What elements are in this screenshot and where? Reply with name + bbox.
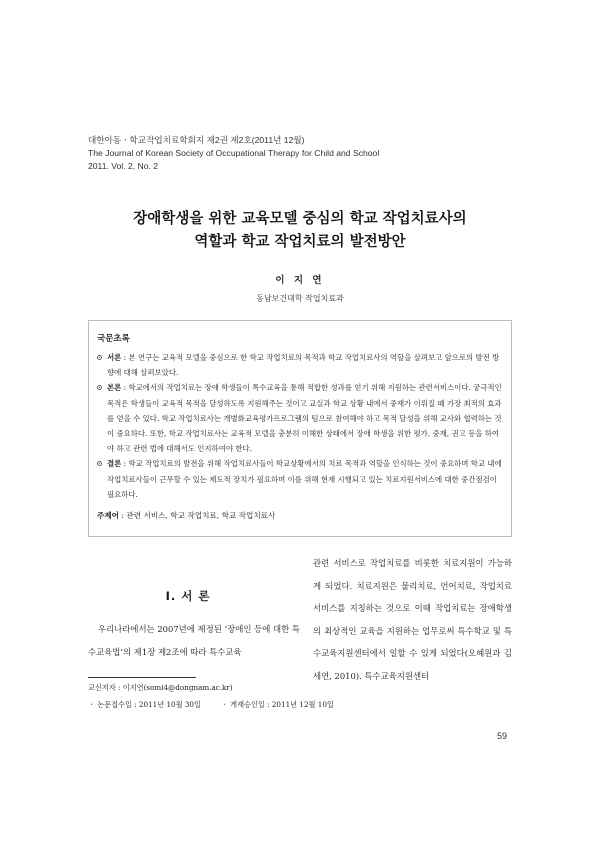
abstract-conclusion bbox=[97, 456, 505, 502]
journal-korean-name: 대한아동ㆍ학교작업치료학회지 제2권 제2호(2011년 12월) bbox=[88, 135, 305, 145]
body-right-column: 관련 서비스로 작업치료를 비롯한 치료지원이 가능하게 되었다. 치료지원은 물리치료, 언어치료, 작업치료서비스를 지칭하는 것으로 이때 작업치료는 장애학생의 최상적인 교육을 지원하는 업무로써 특수학교 및 특수교육지원센터에서 일할 수 있게 되었다(오혜원과 김세연, 2010). 특수교육지원센터 bbox=[313, 558, 512, 681]
author-affiliation: 동남보건대학 작업치료과 bbox=[256, 294, 344, 303]
abstract-body-text: : 학교에서의 작업치료는 장애 학생들이 특수교육을 통해 적합한 성과를 얻기 위해 지원하는 관련서비스이다. 궁극적인 목적은 학생들이 교육적 목적을 달성하도록 지원해주는 것이고 교실과 학교 상황 내에서 중재가 이뤄질 때 가장 최적의 효과를 얻을 수 있다. 학교 작업치료사는 개별화교육평가프로그램의 팀으로 참여해야 하고 목적 달성을 위해 교사와 협력하는 것이 중요하다. 또한, 학교 작업치료사는 교육적 모델을 충분히 이해한 상태에서 장애 학생을 위한 평가, 중재, 권고 등을 하여야 하고 관련 법에 대해서도 인지하여야 한다. bbox=[107, 383, 502, 454]
body-left-column: 우리나라에서는 2007년에 제정된 ‘장애인 등에 대한 특수교육법’의 제1장 제2조에 따라 특수교육 bbox=[88, 624, 300, 657]
bullet-icon bbox=[97, 355, 102, 360]
accepted-date: ㆍ 게재승인일 : 2011년 12월 10일 bbox=[220, 700, 334, 709]
submission-dates bbox=[88, 700, 334, 710]
keywords-label: 주제어 bbox=[97, 511, 120, 520]
abstract-introduction-text: : 본 연구는 교육적 모델을 중심으로 한 학교 작업치료의 목적과 학교 작업치료사의 역할을 살펴보고 앞으로의 발전 방향에 대해 살펴보았다. bbox=[107, 353, 500, 378]
keywords bbox=[97, 510, 275, 521]
abstract-conclusion-text: : 학교 작업치료의 발전을 위해 작업치료사들이 학교상황에서의 치료 목적과 역할을 인식하는 것이 중요하며 학교 내에 작업치료사들이 근무할 수 있는 제도적 장치가 필요하며 이를 위해 현재 시행되고 있는 치료지원서비스에 대한 중간점검이 필요하다. bbox=[107, 459, 502, 499]
abstract-introduction bbox=[97, 350, 505, 380]
section-title: I. 서 론 bbox=[165, 589, 211, 603]
corresponding-author: 교신저자 : 이지연(somi4@dongnam.ac.kr) bbox=[88, 683, 233, 692]
journal-volume: 2011. Vol. 2, No. 2 bbox=[88, 161, 159, 171]
abstract-box bbox=[88, 320, 512, 537]
page-number: 59 bbox=[497, 731, 508, 741]
abstract-body bbox=[97, 380, 505, 456]
abstract-conclusion-label: 결론 bbox=[107, 459, 122, 469]
journal-english-name: The Journal of Korean Society of Occupational Therapy for Child and School bbox=[88, 148, 380, 158]
bullet-icon bbox=[97, 385, 102, 390]
abstract-introduction-label: 서론 bbox=[107, 353, 122, 362]
abstract-heading: 국문초록 bbox=[97, 334, 130, 344]
paper-title-line-1: 장애학생을 위한 교육모델 중심의 학교 작업치료사의 bbox=[133, 211, 467, 227]
footnote-divider bbox=[88, 677, 196, 678]
author-name: 이 지 연 bbox=[275, 275, 325, 286]
paper-title bbox=[0, 208, 600, 254]
journal-header bbox=[88, 134, 379, 173]
paper-title-line-2: 역할과 학교 작업치료의 발전방안 bbox=[194, 234, 406, 250]
abstract-list bbox=[97, 350, 505, 502]
bullet-icon bbox=[97, 461, 102, 466]
received-date: ㆍ 논문접수일 : 2011년 10월 30일 bbox=[88, 700, 201, 709]
abstract-body-label: 본론 bbox=[107, 383, 122, 393]
keywords-text: : 관련 서비스, 학교 작업치료, 학교 작업치료사 bbox=[119, 511, 276, 520]
